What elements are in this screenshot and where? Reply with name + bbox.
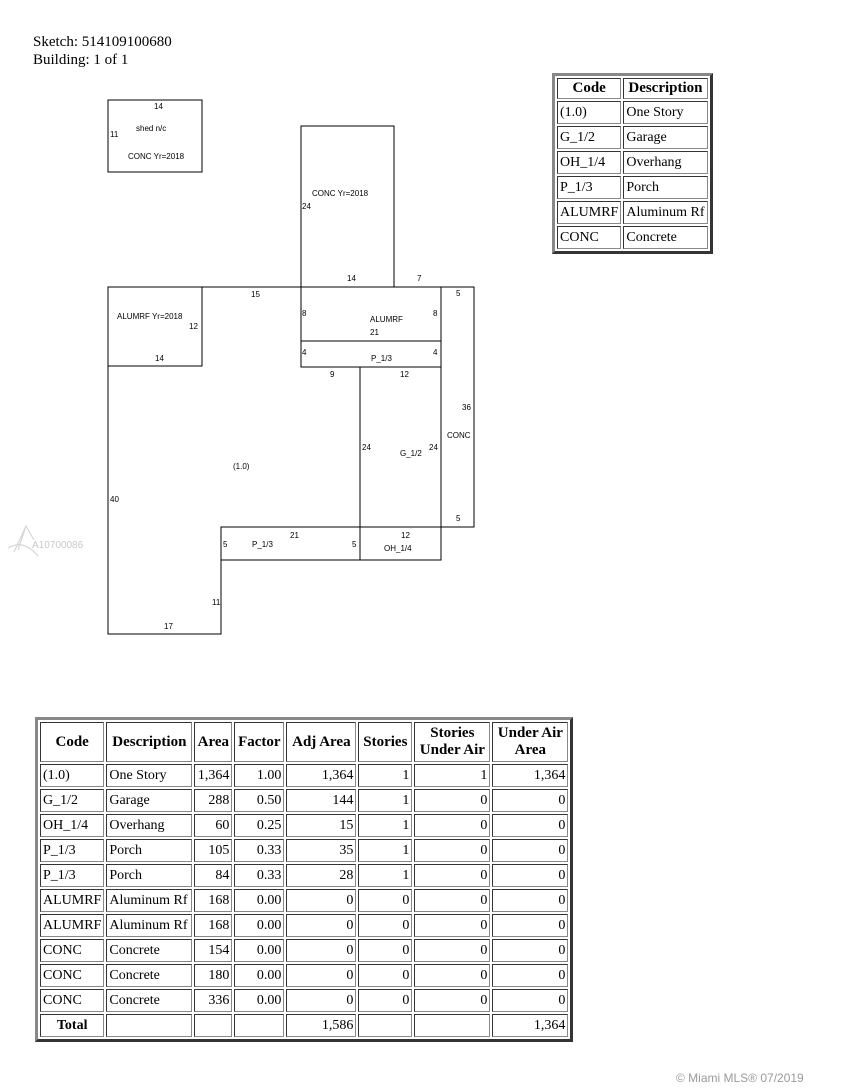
area-cell-stories-under-air: 0 [414, 939, 490, 962]
sketch-label: 14 [155, 354, 164, 363]
legend-code: G_1/2 [557, 126, 621, 149]
sketch-label: P_1/3 [371, 354, 392, 363]
area-cell-factor: 1.00 [234, 764, 284, 787]
area-cell-under-air-area: 0 [492, 789, 568, 812]
watermark-id: A10700086 [32, 540, 84, 551]
area-cell-code: ALUMRF [40, 889, 104, 912]
area-cell-area: 288 [194, 789, 232, 812]
area-cell-description: Porch [106, 864, 192, 887]
sketch-label: 21 [290, 531, 299, 540]
sketch-label: 24 [302, 202, 311, 211]
area-cell-stories-under-air: 0 [414, 864, 490, 887]
legend-row [557, 226, 708, 249]
area-header-factor: Factor [234, 722, 284, 762]
area-cell-factor: 0.00 [234, 989, 284, 1012]
sketch-number: Sketch: 514109100680 [33, 34, 172, 50]
area-header-under-air-area: Under Air Area [492, 722, 568, 762]
area-row [40, 939, 568, 962]
sketch-label: 5 [456, 514, 461, 523]
area-cell-under-air-area: 0 [492, 964, 568, 987]
area-cell-code: P_1/3 [40, 839, 104, 862]
area-cell-description: Porch [106, 839, 192, 862]
area-row [40, 814, 568, 837]
area-cell-description: Aluminum Rf [106, 914, 192, 937]
sketch-label: P_1/3 [252, 540, 273, 549]
total-cell-area [194, 1014, 232, 1037]
legend-header-description: Description [623, 78, 707, 99]
legend-description: Overhang [623, 151, 707, 174]
sketch-label: CONC Yr=2018 [312, 189, 369, 198]
area-cell-code: CONC [40, 939, 104, 962]
sketch-label: 36 [462, 403, 471, 412]
area-cell-under-air-area: 0 [492, 839, 568, 862]
legend-row [557, 126, 708, 149]
area-cell-description: Aluminum Rf [106, 889, 192, 912]
sketch-label: 40 [110, 495, 119, 504]
area-cell-adj-area: 144 [286, 789, 356, 812]
area-cell-description: Garage [106, 789, 192, 812]
legend-row [557, 201, 708, 224]
area-cell-description: Concrete [106, 989, 192, 1012]
legend-code: CONC [557, 226, 621, 249]
legend-code: OH_1/4 [557, 151, 621, 174]
sketch-label: 9 [330, 370, 335, 379]
sketch-label: 14 [347, 274, 356, 283]
sketch-label: 12 [189, 322, 198, 331]
area-cell-under-air-area: 0 [492, 814, 568, 837]
area-cell-description: Concrete [106, 939, 192, 962]
area-row [40, 964, 568, 987]
area-cell-code: (1.0) [40, 764, 104, 787]
area-cell-area: 60 [194, 814, 232, 837]
area-row [40, 764, 568, 787]
sketch-label: 21 [370, 328, 379, 337]
area-cell-factor: 0.50 [234, 789, 284, 812]
sketch-label: CONC Yr=2018 [128, 152, 185, 161]
sketch-label: 24 [429, 443, 438, 452]
sketch-label: 5 [223, 540, 228, 549]
area-cell-adj-area: 28 [286, 864, 356, 887]
legend-code: P_1/3 [557, 176, 621, 199]
area-cell-stories-under-air: 0 [414, 889, 490, 912]
area-cell-area: 336 [194, 989, 232, 1012]
area-row [40, 914, 568, 937]
area-header-description: Description [106, 722, 192, 762]
sketch-label: 24 [362, 443, 371, 452]
sketch-label: 4 [302, 348, 307, 357]
area-cell-under-air-area: 0 [492, 989, 568, 1012]
area-cell-area: 105 [194, 839, 232, 862]
area-header-stories-under-air: Stories Under Air [414, 722, 490, 762]
area-cell-stories: 0 [358, 989, 412, 1012]
area-cell-area: 154 [194, 939, 232, 962]
main-house-outline [108, 287, 360, 634]
sketch-label: 12 [400, 370, 409, 379]
sketch-label: G_1/2 [400, 449, 422, 458]
area-cell-under-air-area: 0 [492, 939, 568, 962]
area-row [40, 789, 568, 812]
sketch-label: 7 [417, 274, 422, 283]
area-cell-under-air-area: 0 [492, 889, 568, 912]
area-cell-code: ALUMRF [40, 914, 104, 937]
sketch-label: 17 [164, 622, 173, 631]
area-cell-factor: 0.33 [234, 839, 284, 862]
area-cell-factor: 0.00 [234, 964, 284, 987]
total-cell-adj-area: 1,586 [286, 1014, 356, 1037]
area-cell-stories-under-air: 0 [414, 839, 490, 862]
area-cell-stories: 1 [358, 764, 412, 787]
area-cell-code: P_1/3 [40, 864, 104, 887]
sketch-label: ALUMRF Yr=2018 [117, 312, 183, 321]
area-cell-stories-under-air: 0 [414, 914, 490, 937]
sketch-label: 15 [251, 290, 260, 299]
area-cell-adj-area: 35 [286, 839, 356, 862]
area-row [40, 839, 568, 862]
sketch-label: OH_1/4 [384, 544, 412, 553]
sketch-label: 5 [456, 289, 461, 298]
area-cell-factor: 0.00 [234, 889, 284, 912]
area-cell-description: One Story [106, 764, 192, 787]
copyright-notice: © Miami MLS® 07/2019 [676, 1071, 804, 1085]
area-cell-area: 168 [194, 889, 232, 912]
area-row [40, 889, 568, 912]
area-summary-table [35, 717, 573, 1042]
area-cell-stories: 0 [358, 964, 412, 987]
sketch-label: 4 [433, 348, 438, 357]
area-cell-under-air-area: 0 [492, 914, 568, 937]
area-cell-factor: 0.00 [234, 914, 284, 937]
area-cell-adj-area: 0 [286, 989, 356, 1012]
legend-row [557, 151, 708, 174]
legend-description: Garage [623, 126, 707, 149]
sketch-label: 11 [110, 130, 119, 139]
total-cell-under-air-area: 1,364 [492, 1014, 568, 1037]
sketch-label: 5 [352, 540, 357, 549]
sketch-label: 8 [302, 309, 307, 318]
legend-description: Aluminum Rf [623, 201, 707, 224]
legend-description: Concrete [623, 226, 707, 249]
area-total-row [40, 1014, 568, 1037]
area-cell-stories-under-air: 0 [414, 964, 490, 987]
total-cell-stories [358, 1014, 412, 1037]
building-count: Building: 1 of 1 [33, 52, 129, 68]
area-cell-factor: 0.00 [234, 939, 284, 962]
area-cell-area: 180 [194, 964, 232, 987]
area-cell-adj-area: 15 [286, 814, 356, 837]
area-cell-description: Overhang [106, 814, 192, 837]
area-row [40, 989, 568, 1012]
sketch-label: CONC [447, 431, 471, 440]
area-cell-stories-under-air: 0 [414, 989, 490, 1012]
area-cell-area: 168 [194, 914, 232, 937]
area-cell-area: 1,364 [194, 764, 232, 787]
total-cell-description [106, 1014, 192, 1037]
legend-header-code: Code [557, 78, 621, 99]
area-cell-adj-area: 0 [286, 914, 356, 937]
legend-code: ALUMRF [557, 201, 621, 224]
area-cell-adj-area: 1,364 [286, 764, 356, 787]
area-cell-stories: 1 [358, 839, 412, 862]
area-cell-code: OH_1/4 [40, 814, 104, 837]
area-cell-stories-under-air: 0 [414, 789, 490, 812]
area-cell-stories-under-air: 1 [414, 764, 490, 787]
legend-description: One Story [623, 101, 707, 124]
area-cell-code: CONC [40, 989, 104, 1012]
area-cell-adj-area: 0 [286, 939, 356, 962]
total-cell-stories-under-air [414, 1014, 490, 1037]
total-cell-factor [234, 1014, 284, 1037]
area-row [40, 864, 568, 887]
legend-description: Porch [623, 176, 707, 199]
legend-row [557, 176, 708, 199]
area-cell-stories: 0 [358, 914, 412, 937]
total-cell-code: Total [40, 1014, 104, 1037]
area-header-stories: Stories [358, 722, 412, 762]
area-cell-factor: 0.33 [234, 864, 284, 887]
sketch-label: 12 [401, 531, 410, 540]
area-cell-stories: 1 [358, 789, 412, 812]
area-cell-factor: 0.25 [234, 814, 284, 837]
area-cell-under-air-area: 0 [492, 864, 568, 887]
area-cell-code: CONC [40, 964, 104, 987]
area-cell-under-air-area: 1,364 [492, 764, 568, 787]
sketch-label: ALUMRF [370, 315, 403, 324]
sketch-label: (1.0) [233, 462, 250, 471]
area-cell-stories: 0 [358, 889, 412, 912]
area-cell-code: G_1/2 [40, 789, 104, 812]
sketch-label: 8 [433, 309, 438, 318]
area-header-code: Code [40, 722, 104, 762]
legend-code: (1.0) [557, 101, 621, 124]
area-cell-description: Concrete [106, 964, 192, 987]
sketch-label: 11 [212, 598, 221, 607]
area-cell-stories: 1 [358, 864, 412, 887]
legend-row [557, 101, 708, 124]
area-cell-stories: 1 [358, 814, 412, 837]
area-cell-adj-area: 0 [286, 964, 356, 987]
sketch-label: shed n/c [136, 124, 167, 133]
sketch-label: 14 [154, 102, 163, 111]
area-header-area: Area [194, 722, 232, 762]
area-cell-stories-under-air: 0 [414, 814, 490, 837]
conc-top-outline [301, 126, 394, 287]
code-legend-table [552, 73, 713, 254]
area-cell-adj-area: 0 [286, 889, 356, 912]
area-header-adj-area: Adj Area [286, 722, 356, 762]
area-cell-stories: 0 [358, 939, 412, 962]
area-cell-area: 84 [194, 864, 232, 887]
